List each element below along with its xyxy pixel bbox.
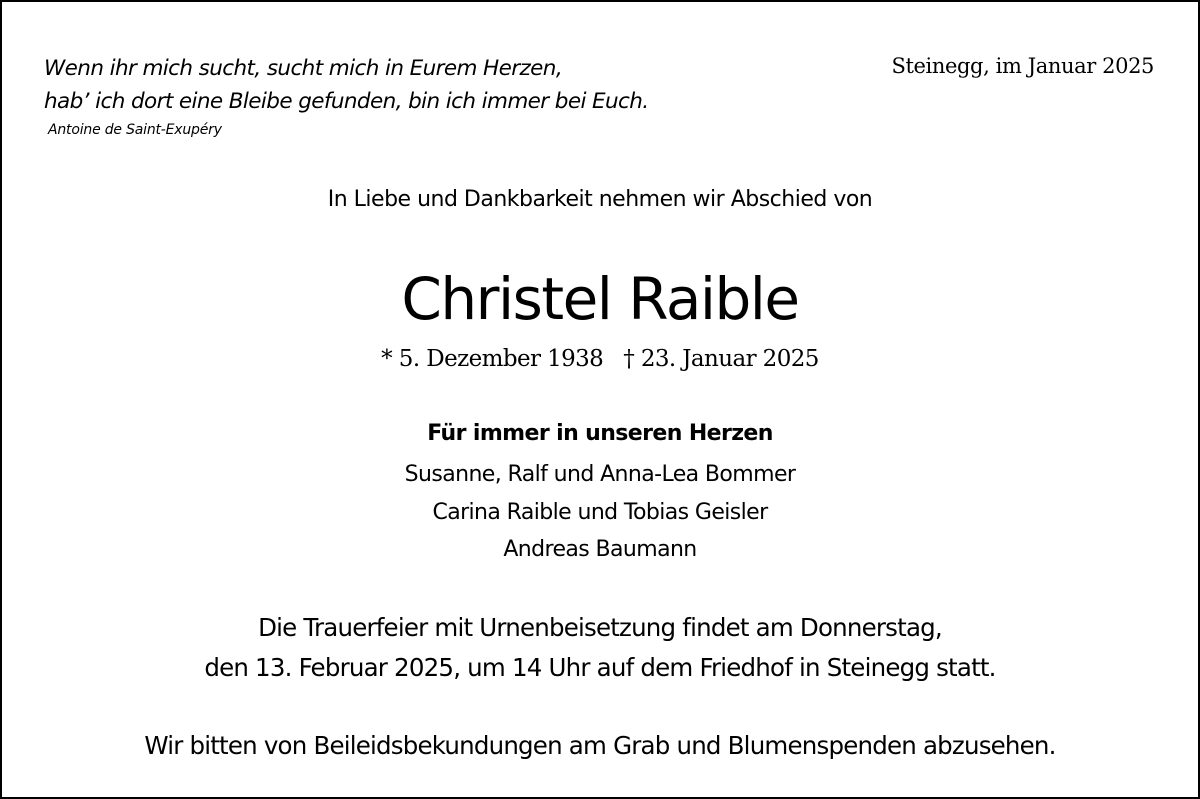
quote-line-1: Wenn ihr mich sucht, sucht mich in Eurem Herzen, [44,56,563,81]
quote [44,52,649,118]
mourners-list [2,456,1198,569]
quote-line-2: hab’ ich dort eine Bleibe gefunden, bin ich immer bei Euch. [44,89,649,114]
birth-date: * 5. Dezember 1938 [381,346,604,372]
quote-author: Antoine de Saint-Exupéry [48,122,222,138]
condolence-request: Wir bitten von Beileidsbekundungen am Grab und Blumenspenden abzusehen. [144,731,1056,760]
service-line-1: Die Trauerfeier mit Urnenbeisetzung findet am Donnerstag, [258,613,942,642]
place-and-date: Steinegg, im Januar 2025 [891,54,1154,78]
mourner-line: Susanne, Ralf und Anna-Lea Bommer [404,462,796,487]
service-line-2: den 13. Februar 2025, um 14 Uhr auf dem Friedhof in Steinegg statt. [204,653,996,682]
life-dates [2,344,1198,374]
mourner-line: Carina Raible und Tobias Geisler [432,499,768,525]
mourner-line: Andreas Baumann [503,537,697,562]
intro-text: In Liebe und Dankbarkeit nehmen wir Abschied von [327,187,873,212]
deceased-name: Christel Raible [401,265,799,333]
mourners-heading: Für immer in unseren Herzen [427,421,773,446]
service-announcement [2,608,1198,688]
death-date: † 23. Januar 2025 [623,346,819,372]
